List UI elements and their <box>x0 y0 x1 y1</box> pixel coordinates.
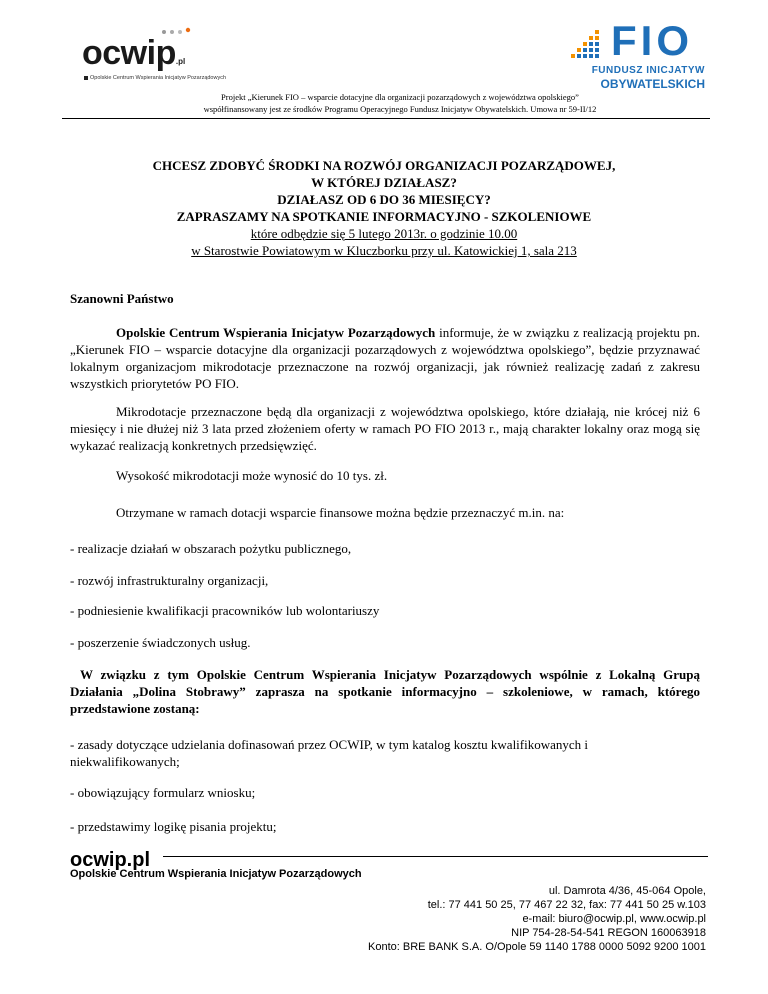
ocwip-logo-suffix: .pl <box>175 57 186 66</box>
paragraph-3: Wysokość mikrodotacji może wynosić do 10 tys. zł. <box>116 468 388 483</box>
fio-logo-line1: FUNDUSZ INICJATYW <box>591 65 705 76</box>
paragraph-1-org: Opolskie Centrum Wspierania Inicjatyw Pozarządowych <box>116 325 436 340</box>
square-icon <box>84 76 88 80</box>
list-item: - rozwój infrastrukturalny organizacji, <box>70 573 269 588</box>
paragraph-2: Mikrodotacje przeznaczone będą dla organizacji z województwa opolskiego, które działają, nie krócej niż 6 miesięcy i nie dłużej niż 3 lata przed złożeniem oferty w ramach PO FIO 2013 r., mają charakter lokalny oraz mogą się wykazać realizacją konkretnych przedsięwzięć. <box>70 404 700 453</box>
title-line-2: W KTÓREJ DZIAŁASZ? <box>311 175 457 190</box>
paragraph-1 <box>70 324 700 392</box>
list-item: - realizacje działań w obszarach pożytku publicznego, <box>70 541 352 556</box>
meeting-date: które odbędzie się 5 lutego 2013r. o godzinie 10.00 <box>250 226 518 241</box>
project-note <box>90 91 710 115</box>
fio-logo <box>565 17 705 94</box>
footer-divider <box>163 856 708 857</box>
list-item: - zasady dotyczące udzielania dofinasowań przez OCWIP, w tym katalog kosztu kwalifikowanych i niekwalifikowanych; <box>70 737 589 769</box>
fio-logo-word: FIO <box>611 17 693 64</box>
project-note-line1: Projekt „Kierunek FIO – wsparcie dotacyjne dla organizacji pozarządowych z województwa opolskiego” <box>221 92 579 102</box>
meeting-location: w Starostwie Powiatowym w Kluczborku przy ul. Katowickiej 1, sala 213 <box>191 243 577 258</box>
paragraph-1-text: informuje, że w związku z realizacją projektu pn. „Kierunek FIO – wsparcie dotacyjne dla organizacji pozarządowych z województwa opolskiego”, będzie przyznawać lokalnym organizacjom mikrodotacje przeznaczone na rozwój organizacji, jak również realizację zadań z zakresu wszystkich priorytetów PO FIO. <box>70 325 700 391</box>
header-divider <box>62 118 710 119</box>
invitation-title <box>60 157 708 259</box>
ocwip-tagline <box>84 75 226 81</box>
list-item: - poszerzenie świadczonych usług. <box>70 635 251 650</box>
ocwip-tagline-text: Opolskie Centrum Wspierania Inicjatyw Pozarządowych <box>90 75 227 81</box>
footer-org: Opolskie Centrum Wspierania Inicjatyw Pozarządowych <box>70 868 362 880</box>
title-line-1: CHCESZ ZDOBYĆ ŚRODKI NA ROZWÓJ ORGANIZACJI POZARZĄDOWEJ, <box>152 158 616 173</box>
paragraph-5: W związku z tym Opolskie Centrum Wspierania Inicjatyw Pozarządowych wspólnie z Lokalną Grupą Działania „Dolina Stobrawy” zaprasza na spotkanie informacyjno – szkoleniowe, w ramach, którego przedstawione zostaną: <box>70 667 700 716</box>
title-line-4: ZAPRASZAMY NA SPOTKANIE INFORMACYJNO - SZKOLENIOWE <box>176 209 592 224</box>
title-line-3: DZIAŁASZ OD 6 DO 36 MIESIĘCY? <box>277 192 491 207</box>
footer-bank: Konto: BRE BANK S.A. O/Opole 59 1140 1788 0000 5092 9200 1001 <box>368 941 706 953</box>
list-item: - podniesienie kwalifikacji pracowników lub wolontariuszy <box>70 603 380 618</box>
fio-logo-line2: OBYWATELSKICH <box>600 77 705 91</box>
fio-dots-icon <box>565 28 605 64</box>
ocwip-logo-word: ocwip <box>82 34 176 72</box>
paragraph-4: Otrzymane w ramach dotacji wsparcie finansowe można będzie przeznaczyć m.in. na: <box>116 505 565 520</box>
list-item: - obowiązujący formularz wniosku; <box>70 785 256 800</box>
list-item: - przedstawimy logikę pisania projektu; <box>70 819 277 834</box>
footer-contact <box>226 884 706 954</box>
footer-phones: tel.: 77 441 50 25, 77 467 22 32, fax: 77 441 50 25 w.103 <box>427 899 706 911</box>
ocwip-dots-icon <box>160 26 200 38</box>
salutation: Szanowni Państwo <box>70 291 174 306</box>
footer-site: ocwip.pl <box>70 849 150 871</box>
footer-address: ul. Damrota 4/36, 45-064 Opole, <box>548 885 706 897</box>
project-note-line2: współfinansowany jest ze środków Programu Operacyjnego Fundusz Inicjatyw Obywatelskich. Umowa nr 59-II/12 <box>203 104 597 114</box>
footer-email: e-mail: biuro@ocwip.pl, www.ocwip.pl <box>522 913 706 925</box>
footer-nip: NIP 754-28-54-541 REGON 160063918 <box>511 927 706 939</box>
